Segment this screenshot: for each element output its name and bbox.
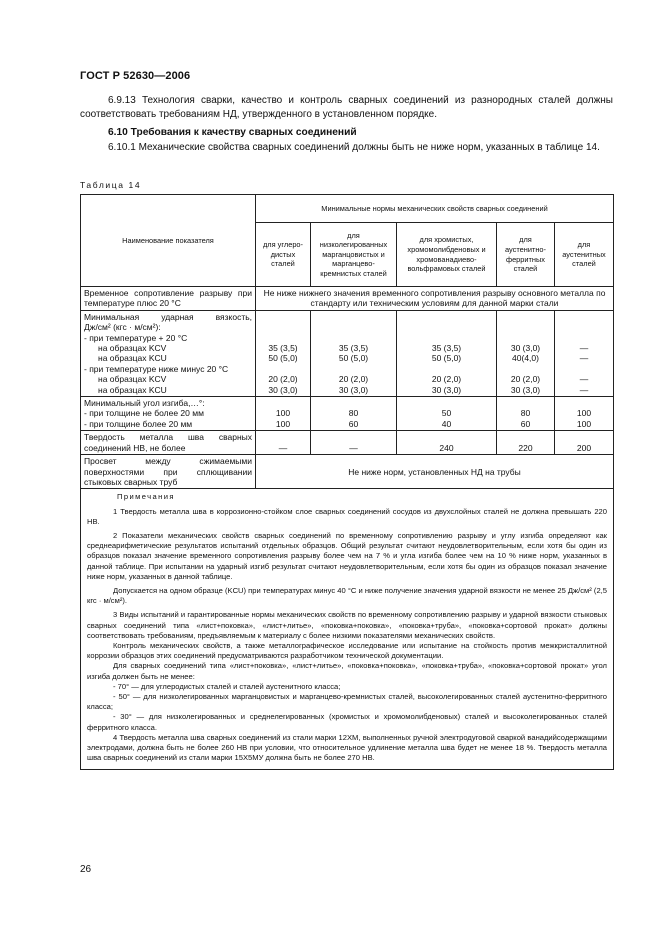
bend-austenitic-ferritic: 80 60 xyxy=(497,397,555,431)
note-3-item-30: - 30° — для низколегированных и среднелегированных (хромистых и хромомолибденовых) сталей и высоколегированных сталей ферритного класса. xyxy=(87,712,607,732)
row-tensile-name: Временное сопротивление разрыву при температуре плюс 20 °С xyxy=(81,287,256,311)
bend-austenitic: 100 100 xyxy=(555,397,614,431)
document-code: ГОСТ Р 52630—2006 xyxy=(80,70,191,82)
note-3-control: Контроль механических свойств, а также металлографическое исследование или испытание на стойкость против межкристаллитной коррозии образцов этих соединений предусматриваются разработчиком технической документации. xyxy=(87,640,607,661)
note-3-item-70: - 70° — для углеродистых сталей и сталей аустенитного класса; xyxy=(113,681,341,691)
note-3: 3 Виды испытаний и гарантированные нормы механических свойств по временному сопротивлению разрыву и ударной вязкости стыковых сварных соединений типа «лист+поковка», «лист+литье», «поковка+поковка», «поковка+труба», «поковка+сортовой прокат» должны соответствовать требованиям, предъявляемым к материалу с более низкими показателями механических свойств. xyxy=(87,610,607,640)
row-impact xyxy=(81,310,614,396)
impact-austenitic-ferritic: 30 (3,0) 40(4,0) 20 (2,0) 30 (3,0) xyxy=(497,310,555,396)
paragraph-6-9-13: 6.9.13 Технология сварки, качество и контроль сварных соединений из разнородных сталей должны соответствовать требованиям НД, утвержденного в установленном порядке. xyxy=(80,95,613,120)
note-3-bend-angle: Для сварных соединений типа «лист+поковка», «лист+литье», «поковка+поковка», «поковка+труба», «поковка+сортовой прокат» угол изгиба должен быть не менее: xyxy=(87,661,607,681)
header-austenitic-ferritic-steel: для аустенитно-ферритных сталей xyxy=(497,223,555,287)
impact-low-alloy: 35 (3,5) 50 (5,0) 20 (2,0) 30 (3,0) xyxy=(311,310,397,396)
header-chromium-steel: для хромистых, хромомолибденовых и хромованадиево-вольфрамовых сталей xyxy=(397,223,497,287)
table-notes xyxy=(81,489,614,770)
note-2-addendum: Допускается на одном образце (KCU) при температурах минус 40 °С и ниже получение значения ударной вязкости не менее 25 Дж/см² (2,5 кгс · м/см²). xyxy=(87,585,607,606)
paragraph-6-10-1: 6.10.1 Механические свойства сварных соединений должны быть не ниже норм, указанных в таблице 14. xyxy=(108,142,600,153)
header-carbon-steel: для углеро-дистых сталей xyxy=(256,223,311,287)
impact-austenitic: — — — — xyxy=(555,310,614,396)
hardness-austenitic: 200 xyxy=(555,431,614,455)
row-hardness-name: Твердость металла шва сварных соединений НВ, не более xyxy=(81,431,256,455)
row-impact-name: Минимальная ударная вязкость, Дж/см² (кгс · м/см²): - при температуре + 20 °С на образцах KCV на образцах KCU - при температуре ниже минус 20 °С на образцах KCV на образцах KCU xyxy=(81,310,256,396)
note-1: 1 Твердость металла шва в коррозионно-стойком слое сварных соединений сосудов из двухслойных сталей не должна превышать 220 НВ. xyxy=(87,506,607,526)
hardness-austenitic-ferritic: 220 xyxy=(497,431,555,455)
bend-carbon: 100 100 xyxy=(256,397,311,431)
bend-low-alloy: 80 60 xyxy=(311,397,397,431)
impact-carbon: 35 (3,5) 50 (5,0) 20 (2,0) 30 (3,0) xyxy=(256,310,311,396)
bend-chromium: 50 40 xyxy=(397,397,497,431)
hardness-chromium: 240 xyxy=(397,431,497,455)
page-number: 26 xyxy=(80,864,92,875)
row-tensile-value: Не ниже нижнего значения временного сопротивления разрыву основного металла по стандарту или техническим условиям для данной марки стали xyxy=(256,287,614,311)
note-2: 2 Показатели механических свойств сварных соединений по временному сопротивлению разрыву и углу изгиба определяют как среднеарифметические результатов испытаний отдельных образцов. Общий результат считают неудовлетворительным, если хотя бы один из образцов показал значение временного сопротивления разрыву более чем на 7 % и угла изгиба более чем на 10 % ниже норм, указанных в данной таблице. При испытании на ударный изгиб результат считают неудовлетворительным, если хотя бы один из образцов показал значение ниже норм, указанных в данной таблице. xyxy=(87,530,607,581)
table-14 xyxy=(80,194,614,770)
note-3-item-50: - 50° — для низколегированных марганцовистых и марганцево-кремнистых сталей, высоколегированных сталей аустенитно-ферритного класса; xyxy=(87,691,607,712)
header-min-norms: Минимальные нормы механических свойств сварных соединений xyxy=(256,195,614,223)
header-indicator-name: Наименование показателя xyxy=(81,195,256,287)
row-gap-name: Просвет между сжимаемыми поверхностями при сплющивании стыковых сварных труб xyxy=(81,455,256,489)
hardness-low-alloy: — xyxy=(311,431,397,455)
section-title: 6.10 Требования к качеству сварных соединений xyxy=(108,127,357,138)
table-caption: Таблица 14 xyxy=(80,180,142,190)
header-austenitic-steel: для аустенитных сталей xyxy=(555,223,614,287)
impact-chromium: 35 (3,5) 50 (5,0) 20 (2,0) 30 (3,0) xyxy=(397,310,497,396)
row-gap xyxy=(81,455,614,489)
notes-title: Примечания xyxy=(117,492,175,502)
row-hardness xyxy=(81,431,614,455)
row-bend-name: Минимальный угол изгиба,…°: - при толщине не более 20 мм - при толщине более 20 мм xyxy=(81,397,256,431)
note-4: 4 Твердость металла шва сварных соединений из стали марки 12ХМ, выполненных ручной электродуговой сваркой ванадийсодержащими электродами, должна быть не более 260 НВ при условии, что относительное удлинение металла шва будет не менее 18 %. Твердость металла шва сварных соединений из стали марки 15Х5МУ должна быть не более 270 НВ. xyxy=(87,732,607,763)
row-gap-value: Не ниже норм, установленных НД на трубы xyxy=(256,455,614,489)
header-low-alloy-steel: для низколегированных марганцовистых и марганцево-кремнистых сталей xyxy=(311,223,397,287)
hardness-carbon: — xyxy=(256,431,311,455)
row-bend xyxy=(81,397,614,431)
